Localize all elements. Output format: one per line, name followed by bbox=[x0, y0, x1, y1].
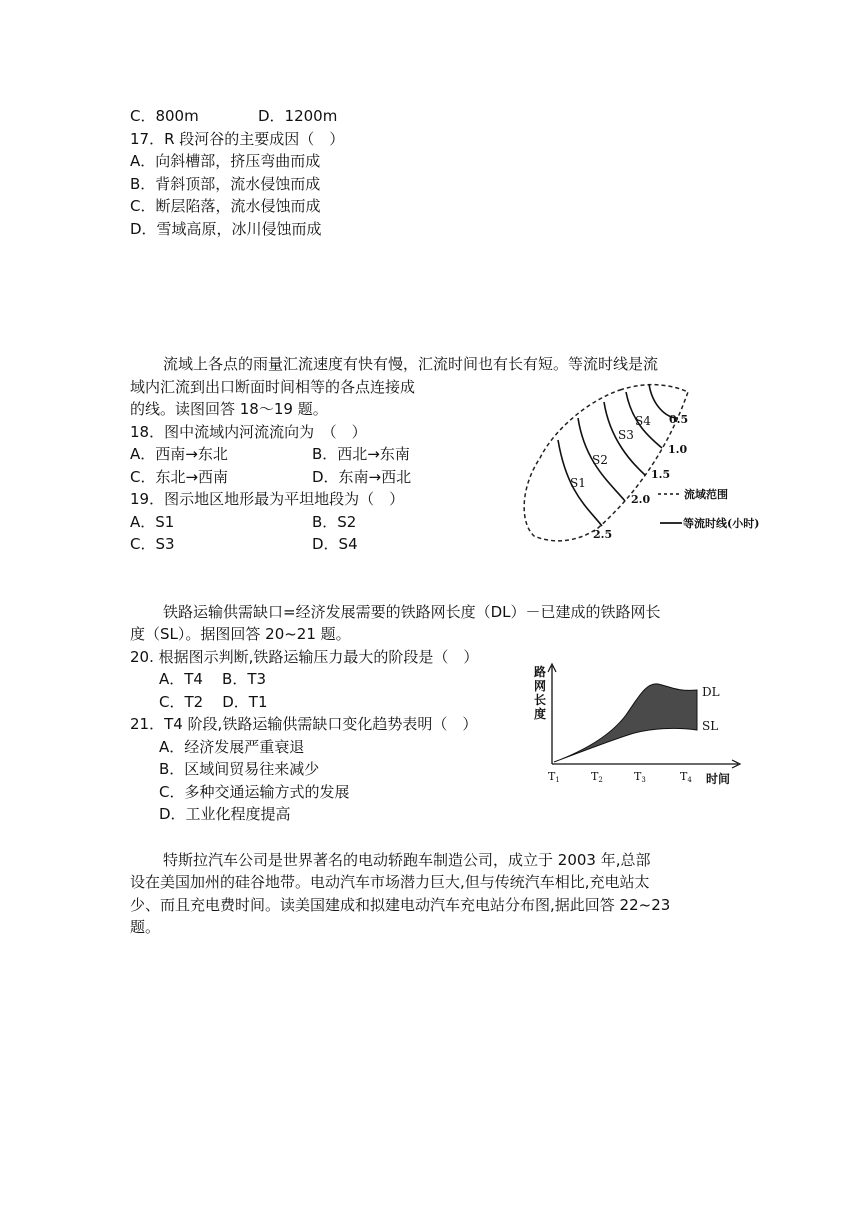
zone-label-s2: S2 bbox=[592, 453, 608, 467]
q18-option-a: A．西南→东北 bbox=[130, 445, 228, 463]
q20-options-row2: C．T2 D．T1 bbox=[159, 693, 268, 711]
y-label-char-1: 路 bbox=[534, 665, 547, 679]
isochrone-label-1-0: 1.0 bbox=[668, 443, 688, 456]
legend-isochrone-label: 等流时线(小时) bbox=[683, 517, 760, 530]
q17-option-d: D．雪域高原，冰川侵蚀而成 bbox=[130, 220, 322, 238]
zone-label-s4: S4 bbox=[635, 414, 651, 428]
series-label-dl: DL bbox=[702, 685, 720, 699]
q21-option-a: A．经济发展严重衰退 bbox=[159, 738, 305, 756]
p18-line2: 域内汇流到出口断面时间相等的各点连接成 bbox=[130, 378, 416, 396]
p22-line4: 题。 bbox=[130, 918, 161, 936]
q19-option-d: D．S4 bbox=[312, 535, 358, 553]
q18-option-b: B．西北→东南 bbox=[312, 445, 410, 463]
series-label-sl: SL bbox=[702, 719, 719, 733]
zone-label-s3: S3 bbox=[618, 428, 634, 442]
p20-line1: 铁路运输供需缺口=经济发展需要的铁路网长度（DL）－已建成的铁路网长 bbox=[163, 603, 661, 621]
isochrone-figure bbox=[510, 378, 770, 548]
isochrone-label-2-0: 2.0 bbox=[631, 493, 651, 506]
tick-t2: T2 bbox=[591, 770, 603, 784]
q18-stem: 18．图中流域内河流流向为 （ ） bbox=[130, 423, 367, 441]
p20-line2: 度（SL）。据图回答 20~21 题。 bbox=[130, 625, 351, 643]
q19-option-b: B．S2 bbox=[312, 513, 357, 531]
y-label-char-4: 度 bbox=[534, 707, 547, 721]
rail-gap-figure bbox=[526, 660, 748, 790]
zone-label-s1: S1 bbox=[570, 476, 586, 490]
q19-option-c: C．S3 bbox=[130, 535, 175, 553]
q17-option-c: C．断层陷落，流水侵蚀而成 bbox=[130, 197, 321, 215]
tick-t3: T3 bbox=[634, 770, 646, 784]
q18-option-c: C．东北→西南 bbox=[130, 468, 229, 486]
tick-t1: T1 bbox=[548, 770, 560, 784]
p22-line3: 少、而且充电费时间。读美国建成和拟建电动汽车充电站分布图,据此回答 22~23 bbox=[130, 896, 671, 914]
tick-t4: T4 bbox=[680, 770, 692, 784]
q16-option-d: D．1200m bbox=[258, 107, 338, 125]
q21-option-b: B．区域间贸易往来减少 bbox=[159, 760, 320, 778]
q16-option-c: C．800m bbox=[130, 107, 199, 125]
y-label-char-3: 长 bbox=[534, 693, 547, 707]
q17-option-a: A．向斜槽部，挤压弯曲而成 bbox=[130, 152, 321, 170]
q17-stem: 17．R 段河谷的主要成因（ ） bbox=[130, 130, 345, 148]
q20-options-row1: A．T4 B．T3 bbox=[159, 670, 267, 688]
q18-option-d: D．东南→西北 bbox=[312, 468, 412, 486]
p22-line2: 设在美国加州的硅谷地带。电动汽车市场潜力巨大,但与传统汽车相比,充电站太 bbox=[130, 873, 650, 891]
q21-option-c: C．多种交通运输方式的发展 bbox=[159, 783, 350, 801]
legend-boundary-label: 流域范围 bbox=[684, 488, 728, 501]
gap-band bbox=[554, 684, 697, 762]
x-axis-label: 时间 bbox=[706, 772, 731, 786]
isochrone-label-2-5: 2.5 bbox=[593, 528, 613, 541]
isochrone-label-0-5: 0.5 bbox=[669, 413, 689, 426]
p22-line1: 特斯拉汽车公司是世界著名的电动轿跑车制造公司，成立于 2003 年,总部 bbox=[163, 851, 651, 869]
y-label-char-2: 网 bbox=[534, 679, 547, 693]
isochrone-label-1-5: 1.5 bbox=[651, 468, 671, 481]
p18-line3: 的线。读图回答 18～19 题。 bbox=[130, 400, 328, 418]
p18-line1: 流域上各点的雨量汇流速度有快有慢，汇流时间也有长有短。等流时线是流 bbox=[163, 355, 659, 373]
q21-stem: 21．T4 阶段,铁路运输供需缺口变化趋势表明（ ） bbox=[130, 715, 478, 733]
q20-stem: 20. 根据图示判断,铁路运输压力最大的阶段是（ ） bbox=[130, 648, 479, 666]
q19-stem: 19．图示地区地形最为平坦地段为（ ） bbox=[130, 490, 405, 508]
q17-option-b: B．背斜顶部，流水侵蚀而成 bbox=[130, 175, 321, 193]
q19-option-a: A．S1 bbox=[130, 513, 175, 531]
q21-option-d: D．工业化程度提高 bbox=[159, 805, 291, 823]
